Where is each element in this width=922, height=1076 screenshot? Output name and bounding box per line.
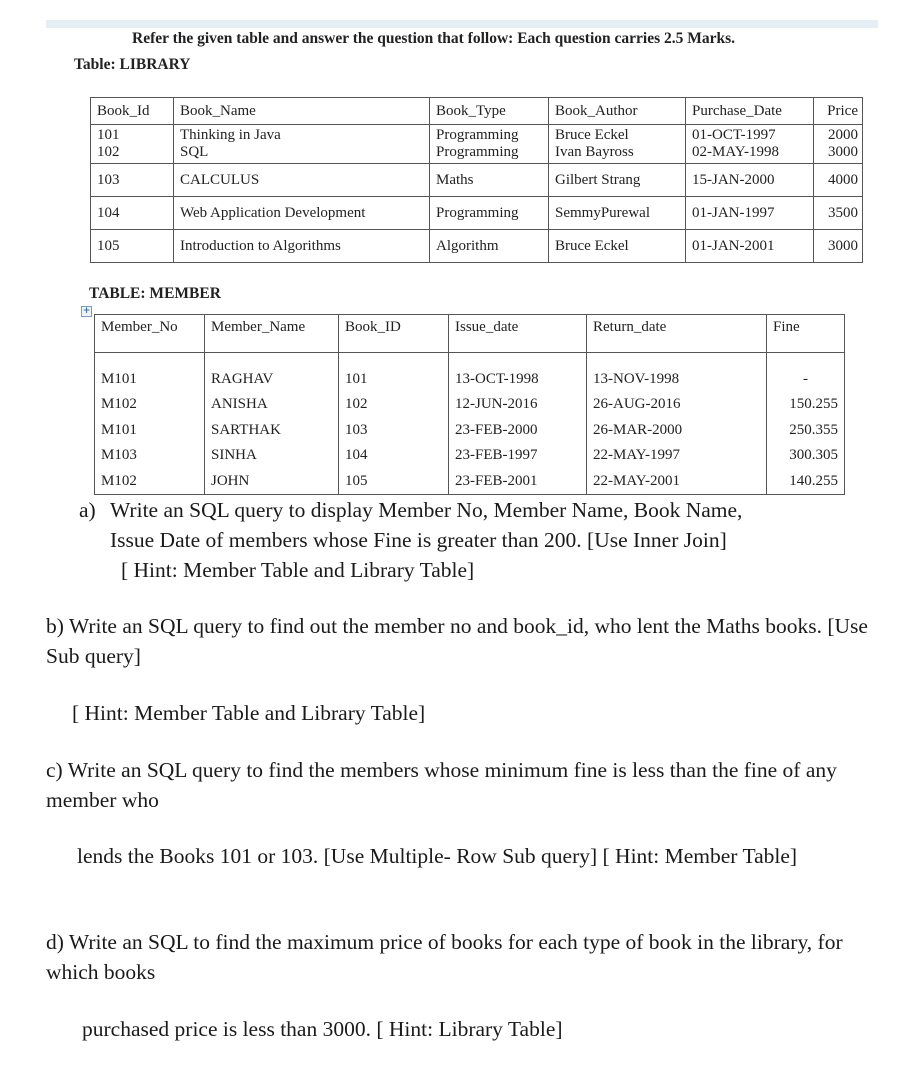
table-cell: 103 [339,418,449,444]
table-cell: 3500 [814,197,863,230]
table-cell: 22-MAY-1997 [587,443,767,469]
table-cell: 23-FEB-1997 [449,443,587,469]
table-cell: Introduction to Algorithms [174,230,430,263]
table-cell: CALCULUS [174,164,430,197]
table-cell: Bruce Eckel Ivan Bayross [549,125,686,164]
table-cell: 101 102 [91,125,174,164]
expand-plus-icon[interactable]: + [82,306,91,316]
table-row [91,164,863,197]
table-row [95,392,845,418]
column-header: Fine [767,315,845,353]
table-cell: SINHA [205,443,339,469]
question-b-hint: [ Hint: Member Table and Library Table] [72,701,426,725]
table-cell: 104 [339,443,449,469]
library-table-caption: Table: LIBRARY [74,56,191,73]
question-a-label: a) [79,498,96,522]
table-cell: 103 [91,164,174,197]
table-cell: 102 [339,392,449,418]
question-a-line2: Issue Date of members whose Fine is greater than 200. [Use Inner Join] [110,528,727,552]
column-header: Issue_date [449,315,587,353]
table-cell: 23-FEB-2001 [449,469,587,495]
question-c: c) Write an SQL query to find the members whose minimum fine is less than the fine of any member who [46,758,837,812]
question-d: d) Write an SQL to find the maximum price of books for each type of book in the library, for which books [46,930,843,984]
table-cell: 250.355 [767,418,845,444]
table-cell: 150.255 [767,392,845,418]
table-cell: M101 [95,418,205,444]
table-cell: M103 [95,443,205,469]
table-cell: Gilbert Strang [549,164,686,197]
table-row [91,125,863,164]
table-cell: 22-MAY-2001 [587,469,767,495]
table-cell: Algorithm [430,230,549,263]
table-cell: M102 [95,469,205,495]
table-cell: 23-FEB-2000 [449,418,587,444]
table-cell: 105 [339,469,449,495]
question-d-continued: purchased price is less than 3000. [ Hint: Library Table] [82,1017,563,1041]
table-row [95,353,845,393]
table-cell: Web Application Development [174,197,430,230]
table-cell: SemmyPurewal [549,197,686,230]
table-cell: 26-MAR-2000 [587,418,767,444]
column-header: Price [814,98,863,125]
table-cell: Bruce Eckel [549,230,686,263]
column-header: Book_Author [549,98,686,125]
column-header: Book_ID [339,315,449,353]
table-cell: 12-JUN-2016 [449,392,587,418]
library-table [90,97,863,263]
table-row [91,230,863,263]
table-cell: - [767,353,845,393]
table-cell: 101 [339,353,449,393]
table-cell: Thinking in Java SQL [174,125,430,164]
table-cell: Programming [430,197,549,230]
table-cell: 4000 [814,164,863,197]
table-cell: 140.255 [767,469,845,495]
table-cell: 01-JAN-2001 [686,230,814,263]
column-header: Member_Name [205,315,339,353]
table-row [95,469,845,495]
column-header: Book_Name [174,98,430,125]
table-cell: 2000 3000 [814,125,863,164]
member-header-row [95,315,845,353]
table-cell: SARTHAK [205,418,339,444]
table-row [95,443,845,469]
question-c-continued: lends the Books 101 or 103. [Use Multiple- Row Sub query] [ Hint: Member Table] [77,844,798,868]
table-cell: 13-NOV-1998 [587,353,767,393]
column-header: Member_No [95,315,205,353]
column-header: Purchase_Date [686,98,814,125]
table-cell: 300.305 [767,443,845,469]
table-cell: 15-JAN-2000 [686,164,814,197]
member-table [94,314,845,495]
table-row [91,197,863,230]
column-header: Return_date [587,315,767,353]
table-cell: 3000 [814,230,863,263]
table-cell: M102 [95,392,205,418]
column-header: Book_Type [430,98,549,125]
column-header: Book_Id [91,98,174,125]
table-cell: 104 [91,197,174,230]
question-a-hint: [ Hint: Member Table and Library Table] [121,558,475,582]
table-cell: ANISHA [205,392,339,418]
table-cell: M101 [95,353,205,393]
question-a [79,495,869,585]
table-cell: Maths [430,164,549,197]
library-header-row [91,98,863,125]
table-row [95,418,845,444]
question-a-line1: Write an SQL query to display Member No, Member Name, Book Name, [110,498,743,522]
member-table-caption: TABLE: MEMBER [89,285,221,302]
instructions-header: Refer the given table and answer the question that follow: Each question carries 2.5 Marks. [132,30,736,47]
table-cell: JOHN [205,469,339,495]
table-cell: 26-AUG-2016 [587,392,767,418]
table-cell: 01-OCT-1997 02-MAY-1998 [686,125,814,164]
table-cell: 01-JAN-1997 [686,197,814,230]
question-b: b) Write an SQL query to find out the member no and book_id, who lent the Maths books. [Use Sub query] [46,614,868,668]
table-cell: Programming Programming [430,125,549,164]
table-cell: 13-OCT-1998 [449,353,587,393]
table-cell: RAGHAV [205,353,339,393]
table-cell: 105 [91,230,174,263]
